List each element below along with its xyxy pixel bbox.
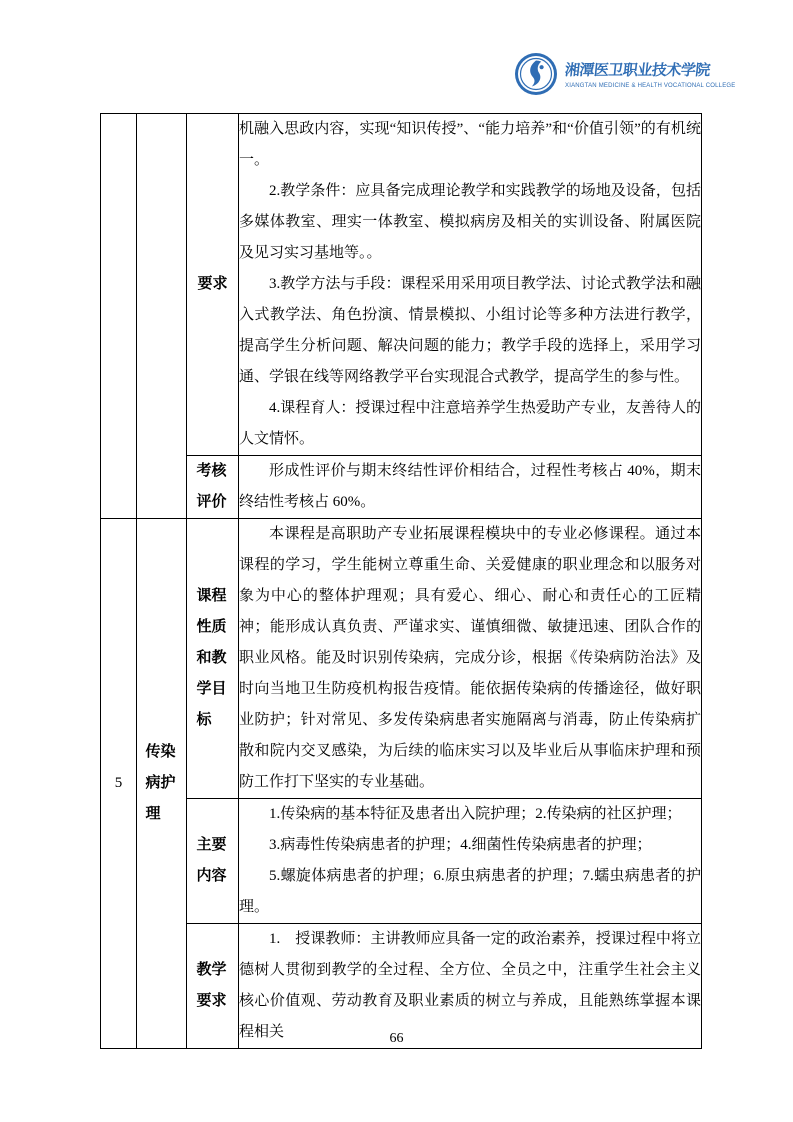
row-label-text: 考核评价 — [196, 463, 227, 510]
main-content-paragraph-1: 1.传染病的基本特征及患者出入院护理；2.传染病的社区护理； — [269, 806, 682, 822]
empty-course-name-cell — [137, 114, 187, 519]
row-label-assessment — [187, 456, 239, 519]
course-name-text: 传染病护理 — [145, 744, 176, 822]
empty-index-cell — [101, 114, 137, 519]
course-index: 5 — [101, 519, 137, 1049]
course-nature-paragraph-1: 本课程是高职助产专业拓展课程模块中的专业必修课程。通过本课程的学习，学生能树立尊重生命、关爱健康的职业理念和以服务对象为中心的整体护理观；具有爱心、细心、耐心和责任心的工匠精神；能形成认真负责、严谨求实、谨慎细微、敏捷迅速、团队合作的职业风格。能及时识别传染病，完成分诊，根据《传染病防治法》及时向当地卫生防疫机构报告疫情。能依据传染病的传播途径，做好职业防护；针对常见、多发传染病患者实施隔离与消毒，防止传染病扩散和院内交叉感染，为后续的临床实习以及毕业后从事临床护理和预防工作打下坚实的专业基础。 — [239, 526, 701, 790]
row-label-teaching-req — [187, 924, 239, 1049]
main-content-paragraph-2: 3.病毒性传染病患者的护理；4.细菌性传染病患者的护理； — [269, 837, 652, 853]
teaching-req-paragraph-1: 1. 授课教师：主讲教师应具备一定的政治素养，授课过程中将立德树人贯彻到教学的全过程、全方位、全员之中，注重学生社会主义核心价值观、劳动教育及职业素质的树立与养成，且能熟练掌握本课程相关 — [239, 931, 701, 1040]
table-row-teaching-req — [101, 924, 702, 1049]
college-logo — [514, 52, 736, 96]
requirement-paragraph-3: 3.教学方法与手段：课程采用采用项目教学法、讨论式教学法和融入式教学法、角色扮演、情景模拟、小组讨论等多种方法进行教学，提高学生分析问题、解决问题的能力；教学手段的选择上，采用学习通、学银在线等网络教学平台实现混合式教学，提高学生的参与性。 — [239, 276, 701, 385]
page-number: 66 — [389, 1031, 404, 1046]
main-content-paragraph-3: 5.螺旋体病患者的护理；6.原虫病患者的护理；7.蠕虫病患者的护理。 — [239, 868, 701, 915]
college-name-zh: 湘潭医卫职业技术学院 — [564, 63, 711, 79]
row-label-requirement — [187, 114, 239, 456]
row-label-text: 要求 — [197, 276, 228, 292]
assessment-paragraph-1: 形成性评价与期末终结性评价相结合，过程性考核占 40%，期末终结性考核占 60%。 — [239, 463, 701, 510]
row-label-text: 主要内容 — [196, 837, 227, 884]
main-content-content — [239, 799, 702, 924]
teaching-req-content — [239, 924, 702, 1049]
table-row-course-nature — [101, 519, 702, 799]
course-name — [137, 519, 187, 1049]
requirement-content — [239, 114, 702, 456]
college-emblem-icon — [514, 52, 558, 96]
curriculum-table — [100, 113, 702, 1049]
row-label-text: 教学要求 — [196, 962, 227, 1009]
requirement-paragraph-2: 2.教学条件：应具备完成理论教学和实践教学的场地及设备，包括多媒体教室、理实一体教室、模拟病房及相关的实训设备、附属医院及见习实习基地等。。 — [239, 183, 701, 261]
table-row-requirement — [101, 114, 702, 456]
requirement-paragraph-1: 机融入思政内容，实现“知识传授”、“能力培养”和“价值引领”的有机统一。 — [239, 121, 701, 168]
table-row-main-content — [101, 799, 702, 924]
row-label-text: 课程性质和教学目标 — [196, 588, 227, 728]
requirement-paragraph-4: 4.课程育人：授课过程中注意培养学生热爱助产专业，友善待人的人文情怀。 — [239, 400, 701, 447]
assessment-content — [239, 456, 702, 519]
row-label-main-content — [187, 799, 239, 924]
college-name-en: XIANGTAN MEDICINE & HEALTH VOCATIONAL COLLEGE — [565, 83, 736, 89]
course-nature-content — [239, 519, 702, 799]
row-label-course-nature — [187, 519, 239, 799]
table-row-assessment — [101, 456, 702, 519]
college-logo-text — [564, 59, 736, 89]
